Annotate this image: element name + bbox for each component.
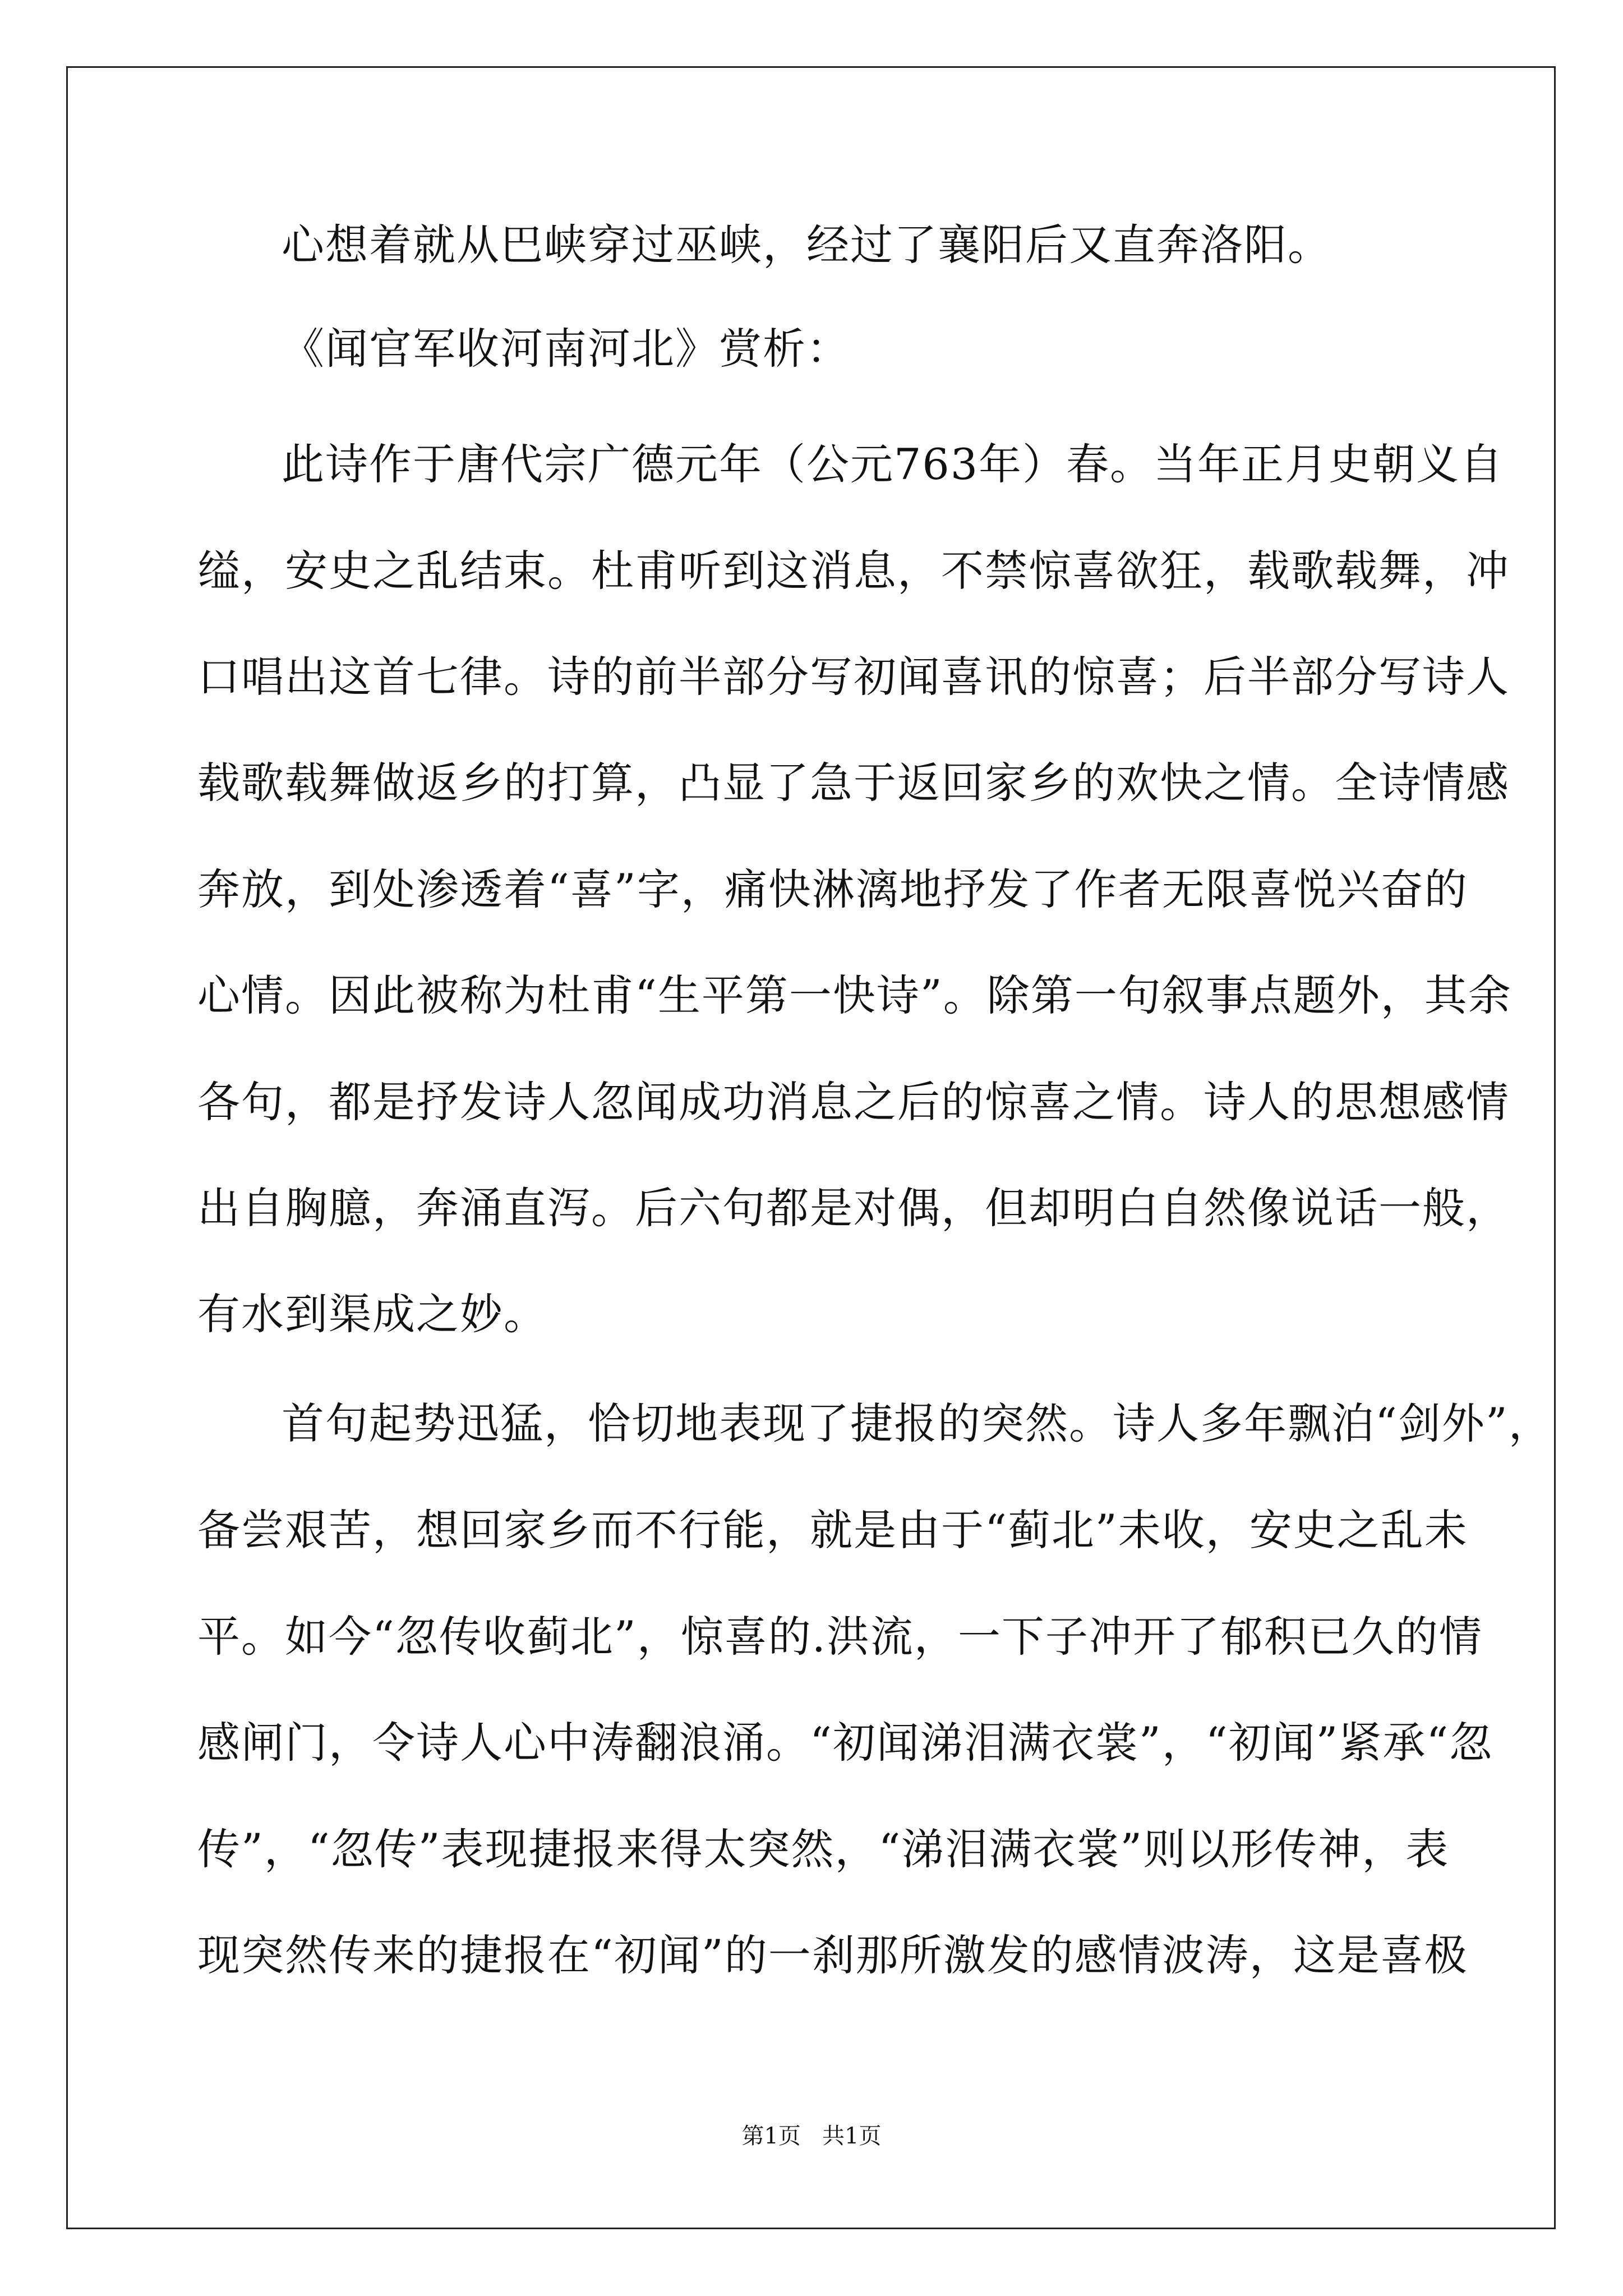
text-line-15: 感闸门，令诗人心中涛翻浪涌。“初闻涕泪满衣裳”，“初闻”紧承“忽 <box>197 1718 1493 1768</box>
page-border <box>66 66 1556 2229</box>
text-line-10: 出自胸臆，奔涌直泻。后六句都是对偶，但却明白自然像说话一般， <box>197 1183 1510 1233</box>
text-line-6: 载歌载舞做返乡的打算，凸显了急于返回家乡的欢快之情。全诗情感 <box>197 758 1510 808</box>
text-line-13: 备尝艰苦，想回家乡而不行能，就是由于“蓟北”未收，安史之乱未 <box>197 1505 1468 1555</box>
text-line-7: 奔放，到处渗透着“喜”字，痛快淋漓地抒发了作者无限喜悦兴奋的 <box>197 864 1468 914</box>
text-line-14: 平。如今“忽传收蓟北”，惊喜的.洪流，一下子冲开了郁积已久的情 <box>197 1612 1483 1662</box>
text-line-5: 口唱出这首七律。诗的前半部分写初闻喜讯的惊喜；后半部分写诗人 <box>197 652 1510 702</box>
page-footer: 第1页 共1页 <box>741 2123 882 2149</box>
text-line-8: 心情。因此被称为杜甫“生平第一快诗”。除第一句叙事点题外，其余 <box>197 970 1512 1020</box>
text-line-17: 现突然传来的捷报在“初闻”的一刹那所激发的感情波涛，这是喜极 <box>197 1930 1468 1980</box>
text-line-12: 首句起势迅猛，恰切地表现了捷报的突然。诗人多年飘泊“剑外”， <box>282 1398 1552 1448</box>
text-line-11: 有水到渠成之妙。 <box>197 1289 547 1339</box>
text-line-1: 心想着就从巴峡穿过巫峡，经过了襄阳后又直奔洛阳。 <box>282 220 1331 270</box>
text-line-3: 此诗作于唐代宗广德元年（公元763年）春。当年正月史朝义自 <box>282 439 1504 489</box>
text-line-16: 传”，“忽传”表现捷报来得太突然，“涕泪满衣裳”则以形传神，表 <box>197 1824 1450 1874</box>
text-line-4: 缢，安史之乱结束。杜甫听到这消息，不禁惊喜欲狂，载歌载舞，冲 <box>197 546 1510 596</box>
text-line-2: 《闻官军收河南河北》赏析： <box>282 324 850 374</box>
text-line-9: 各句，都是抒发诗人忽闻成功消息之后的惊喜之情。诗人的思想感情 <box>197 1077 1510 1127</box>
